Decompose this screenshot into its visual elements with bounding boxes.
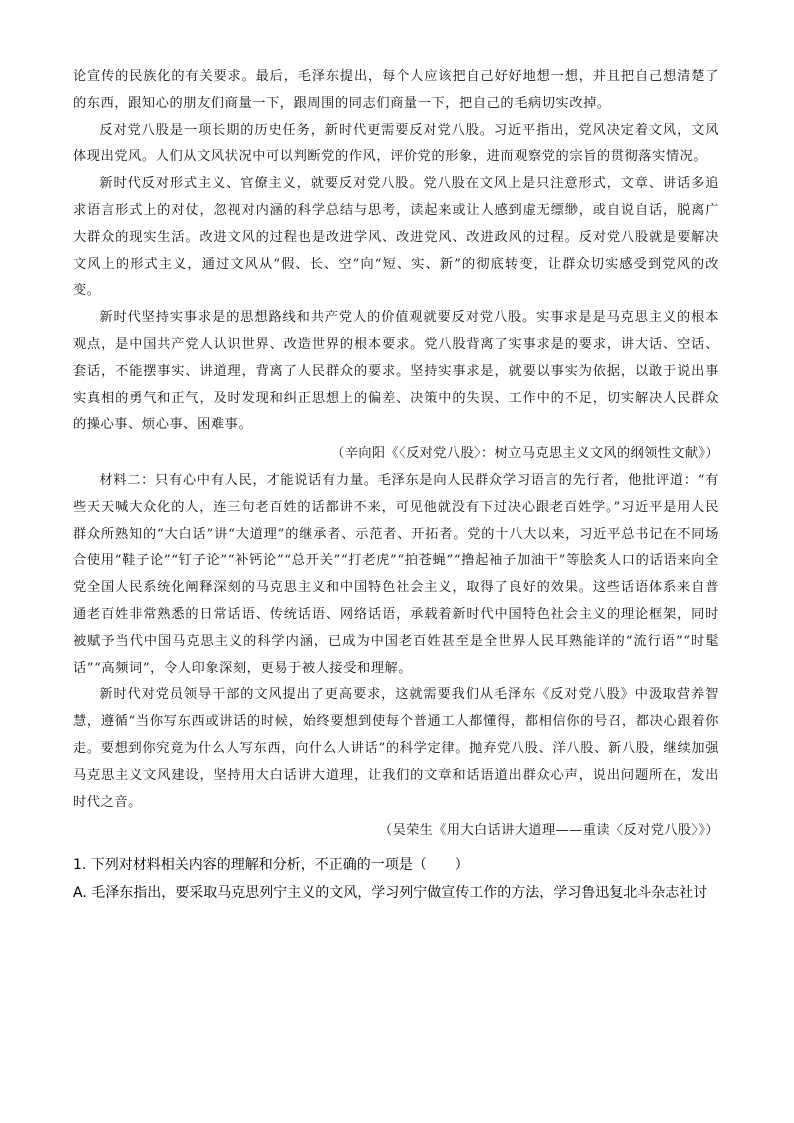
citation-material-two: （吴荣生《用大白话讲大道理——重读〈反对党八股〉》） [378,823,719,839]
paragraph-new-era-style: 新时代对党员领导干部的文风提出了更高要求，这就需要我们从毛泽东《反对党八股》中汲取营养智慧，遵循“当你写东西或讲话的时候，始终要想到使每个普通工人都懂得，都相信你的号召，都决心跟着你走。要想到你究竟为什么人写东西，向什么人讲话”的科学定律。抛弃党八股、洋八股、新八股，继续加强马克思主义文风建设，坚持用大白话讲大道理，让我们的文章和话语道出群众心声，说出问题所在，发出时代之音。 [73,687,719,810]
paragraph-party-style: 反对党八股是一项长期的历史任务，新时代更需要反对党八股。习近平指出，党风决定着文风，文风体现出党风。人们从文风状况中可以判断党的作风，评价党的形象，进而观察党的宗旨的贯彻落实情况。 [73,122,719,165]
paragraph-seek-truth: 新时代坚持实事求是的思想路线和共产党人的价值观就要反对党八股。实事求是是马克思主义的根本观点，是中国共产党人认识世界、改造世界的根本要求。党八股背离了实事求是的要求，讲大话、空话、套话，不能摆事实、讲道理，背离了人民群众的要求。坚持实事求是，就要以事实为依据，以敢于说出事实真相的勇气和正气，及时发现和纠正思想上的偏差、决策中的失误、工作中的不足，切实解决人民群众的操心事、烦心事、困难事。 [73,310,719,433]
option-a: A. 毛泽东指出，要采取马克思列宁主义的文风，学习列宁做宣传工作的方法，学习鲁迅复北斗杂志社讨 [73,885,708,902]
paragraph-formalism: 新时代反对形式主义、官僚主义，就要反对党八股。党八股在文风上是只注意形式，文章、讲话多追求语言形式上的对仗，忽视对内涵的科学总结与思考，读起来或让人感到虚无缥缈，或自说自话，脱离广大群众的现实生活。改进文风的过程也是改进学风、改进党风、改进政风的过程。反对党八股就是要解决文风上的形式主义，通过文风从“假、长、空”向“短、实、新”的彻底转变，让群众切实感受到党风的改变。 [73,176,719,299]
paragraph-material-two: 材料二：只有心中有人民，才能说话有力量。毛泽东是向人民群众学习语言的先行者，他批评道：“有些天天喊大众化的人，连三句老百姓的话都讲不来，可见他就没有下过决心跟老百姓学。”习近平是用人民群众所熟知的“大白话”讲“大道理”的继承者、示范者、开拓者。党的十八大以来，习近平总书记在不同场合使用“鞋子论”“钉子论”“补钙论”“总开关”“打老虎”“拍苍蝇”“撸起袖子加油干”等脍炙人口的话语来向全党全国人民系统化阐释深刻的马克思主义和中国特色社会主义，取得了良好的效果。这些话语体系来自普通老百姓非常熟悉的日常话语、传统话语、网络话语，承载着新时代中国特色社会主义的理论框架，同时被赋予当代中国马克思主义的科学内涵，已成为中国老百姓甚至是全世界人民耳熟能详的“流行语”“时髦话”“高频词”，令人印象深刻，更易于被人接受和理解。 [73,472,719,676]
question-1: 1. 下列对材料相关内容的理解和分析，不正确的一项是（ ） [73,857,469,874]
paragraph-continuation: 论宣传的民族化的有关要求。最后，毛泽东提出，每个人应该把自己好好地想一想，并且把自己想清楚了的东西，跟知心的朋友们商量一下，跟周围的同志们商量一下，把自己的毛病切实改掉。 [73,69,719,111]
document-page [73,64,719,907]
citation-material-one: （辛向阳《〈反对党八股〉：树立马克思主义文风的纲领性文献》） [331,446,719,462]
